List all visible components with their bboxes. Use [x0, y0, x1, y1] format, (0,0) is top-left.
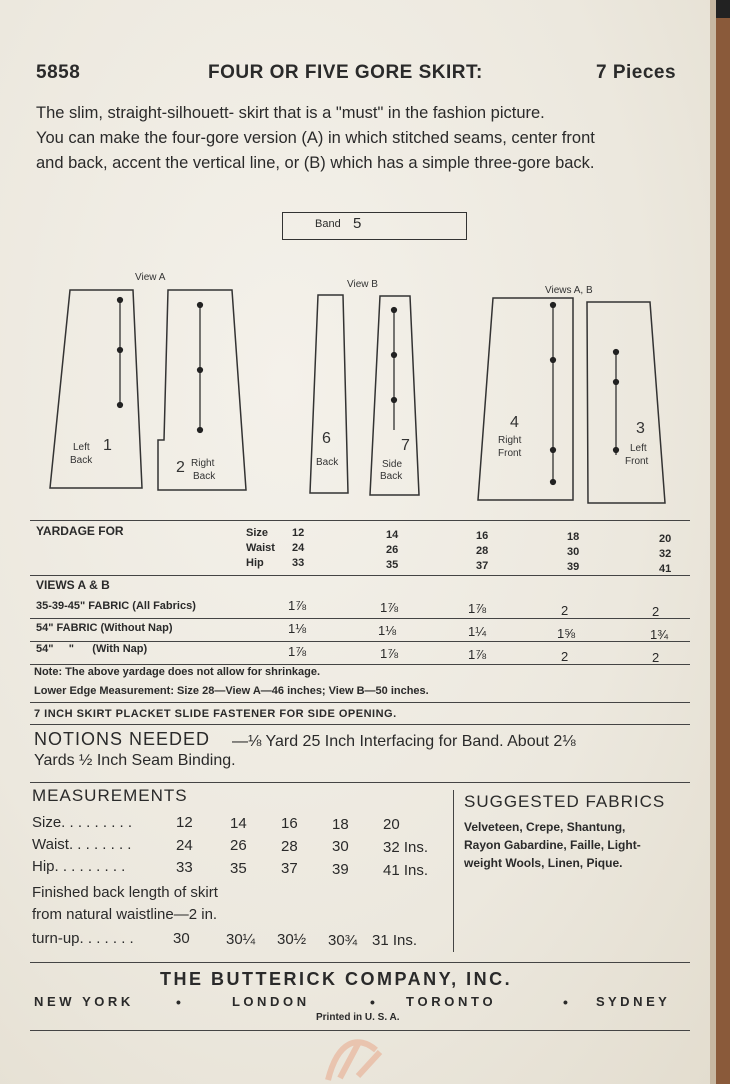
piece-label: Back [380, 471, 403, 482]
piece-label: Right [191, 458, 215, 469]
stamp-mark [318, 1030, 398, 1084]
measurement-value: 30 [332, 838, 349, 855]
measurement-value: 28 [281, 838, 298, 855]
measurement-value: 16 [281, 815, 298, 832]
notions-line: Yards ½ Inch Seam Binding. [34, 752, 236, 769]
views-label: VIEWS A & B [36, 578, 110, 592]
measurement-value: 37 [281, 860, 298, 877]
measurement-value: 18 [332, 816, 349, 833]
size-value: 12 [292, 527, 305, 539]
measurement-value: 35 [230, 860, 247, 877]
pattern-title: FOUR OR FIVE GORE SKIRT: [208, 62, 483, 83]
view-b-label: View B [347, 279, 378, 290]
yardage-value: 1¼ [468, 624, 487, 639]
piece-4-outline [478, 298, 573, 500]
hip-value: 37 [476, 560, 489, 572]
band-number: 5 [353, 215, 362, 232]
fabrics-heading: SUGGESTED FABRICS [464, 792, 666, 811]
measurement-label: Hip. . . . . . . . . [32, 858, 126, 875]
yardage-value: 2 [561, 603, 569, 618]
hip-value: 33 [292, 557, 305, 569]
size-value: 14 [386, 529, 399, 541]
size-value: 20 [659, 533, 672, 545]
pattern-number: 5858 [36, 62, 81, 83]
yardage-value: 1⅞ [288, 644, 307, 659]
bullet: • [563, 994, 568, 1010]
piece-number: 2 [176, 459, 185, 476]
measurement-label: Waist. . . . . . . . [32, 836, 132, 853]
pattern-pieces-diagram [0, 260, 700, 510]
fabric-label: 54" FABRIC (Without Nap) [36, 622, 173, 634]
yardage-value: 1⅛ [378, 623, 397, 638]
band-label: Band [315, 218, 341, 230]
measurement-value: 32 Ins. [383, 839, 429, 856]
measurement-value: 41 Ins. [383, 862, 429, 879]
measurements-heading: MEASUREMENTS [32, 786, 188, 805]
measurement-value: 39 [332, 861, 349, 878]
city-name: N E W Y O R K [34, 994, 131, 1009]
lower-edge-note: Lower Edge Measurement: Size 28—View A—46 inches; View B—50 inches. [34, 685, 429, 697]
fabrics-line: Velveteen, Crepe, Shantung, [464, 820, 626, 834]
piece-1-outline [50, 290, 142, 488]
yardage-value: 1⅞ [468, 647, 487, 662]
measurement-value: 12 [176, 814, 193, 831]
measurement-value: 33 [176, 859, 193, 876]
column-divider [453, 790, 454, 952]
city-name: S Y D N E Y [596, 994, 667, 1009]
measurement-value: 20 [383, 816, 400, 833]
notions-line: —⅛ Yard 25 Inch Interfacing for Band. About 2⅛ [232, 733, 576, 750]
piece-count: 7 Pieces [596, 62, 677, 83]
yardage-value: 1⅞ [380, 646, 399, 661]
piece-label: Back [193, 471, 216, 482]
measurement-value: 14 [230, 815, 247, 832]
turnup-value: 31 Ins. [372, 932, 418, 949]
company-name: THE BUTTERICK COMPANY, INC. [160, 969, 513, 989]
piece-3-outline [587, 302, 665, 503]
piece-number: 7 [401, 437, 410, 454]
piece-label: Left [73, 442, 90, 453]
yardage-title: YARDAGE FOR [36, 524, 124, 538]
measurement-value: 24 [176, 837, 193, 854]
piece-number: 3 [636, 420, 645, 437]
row-label-hip: Hip [246, 557, 264, 569]
city-name: L O N D O N [232, 994, 307, 1009]
waist-value: 24 [292, 542, 305, 554]
notions-heading: NOTIONS NEEDED [34, 729, 211, 749]
description-line: The slim, straight-silhouett- skirt that is a "must" in the fashion picture. [36, 104, 545, 122]
row-label-waist: Waist [246, 542, 275, 554]
waist-value: 30 [567, 546, 580, 558]
fabric-label: 35-39-45" FABRIC (All Fabrics) [36, 600, 196, 612]
views-ab-label: Views A, B [545, 285, 593, 296]
yardage-note: Note: The above yardage does not allow for shrinkage. [34, 666, 321, 678]
measurement-value: 26 [230, 837, 247, 854]
size-value: 18 [567, 531, 580, 543]
turnup-label: turn-up. . . . . . . [32, 930, 134, 947]
waist-value: 26 [386, 544, 399, 556]
yardage-value: 1⅝ [557, 626, 576, 641]
piece-number: 4 [510, 414, 519, 431]
waist-value: 28 [476, 545, 489, 557]
city-name: T O R O N T O [406, 994, 493, 1009]
piece-label: Front [498, 448, 522, 459]
bullet: • [176, 994, 181, 1010]
piece-label: Right [498, 435, 522, 446]
yardage-value: 2 [652, 604, 660, 619]
yardage-value: 2 [561, 649, 569, 664]
yardage-value: 1⅞ [288, 598, 307, 613]
description [36, 101, 696, 176]
hip-value: 39 [567, 561, 580, 573]
band-piece [282, 212, 467, 240]
row-label-size: Size [246, 527, 269, 539]
fabrics-line: weight Wools, Linen, Pique. [464, 856, 623, 870]
fastener-note: 7 INCH SKIRT PLACKET SLIDE FASTENER FOR SIDE OPENING. [34, 708, 397, 720]
finished-length-text: Finished back length of skirt [32, 884, 218, 901]
fabric-label: 54" " (With Nap) [36, 643, 148, 655]
turnup-value: 30¾ [328, 932, 358, 949]
envelope-edge [710, 0, 730, 1084]
fabrics-line: Rayon Gabardine, Faille, Light- [464, 838, 641, 852]
bullet: • [370, 994, 375, 1010]
piece-label: Left [630, 443, 647, 454]
piece-label: Side [382, 459, 403, 470]
piece-label: Back [70, 455, 93, 466]
measurement-label: Size. . . . . . . . . [32, 814, 133, 831]
piece-number: 1 [103, 437, 112, 454]
turnup-value: 30 [173, 930, 190, 947]
yardage-value: 2 [652, 650, 660, 665]
yardage-value: 1⅛ [288, 621, 307, 636]
yardage-value: 1⅞ [468, 601, 487, 616]
piece-number: 6 [322, 430, 331, 447]
description-line: and back, accent the vertical line, or (B) which has a simple three-gore back. [36, 154, 595, 172]
yardage-value: 1⅞ [380, 600, 399, 615]
turnup-value: 30¼ [226, 931, 256, 948]
piece-label: Front [625, 456, 649, 467]
turnup-value: 30½ [277, 931, 307, 948]
description-line: You can make the four-gore version (A) in which stitched seams, center front [36, 129, 595, 147]
hip-value: 41 [659, 563, 672, 575]
size-value: 16 [476, 530, 489, 542]
yardage-value: 1¾ [650, 627, 669, 642]
finished-length-text: from natural waistline—2 in. [32, 906, 218, 923]
waist-value: 32 [659, 548, 672, 560]
view-a-label: View A [135, 272, 166, 283]
printed-in: Printed in U. S. A. [316, 1012, 400, 1023]
piece-label: Back [316, 457, 339, 468]
hip-value: 35 [386, 559, 399, 571]
